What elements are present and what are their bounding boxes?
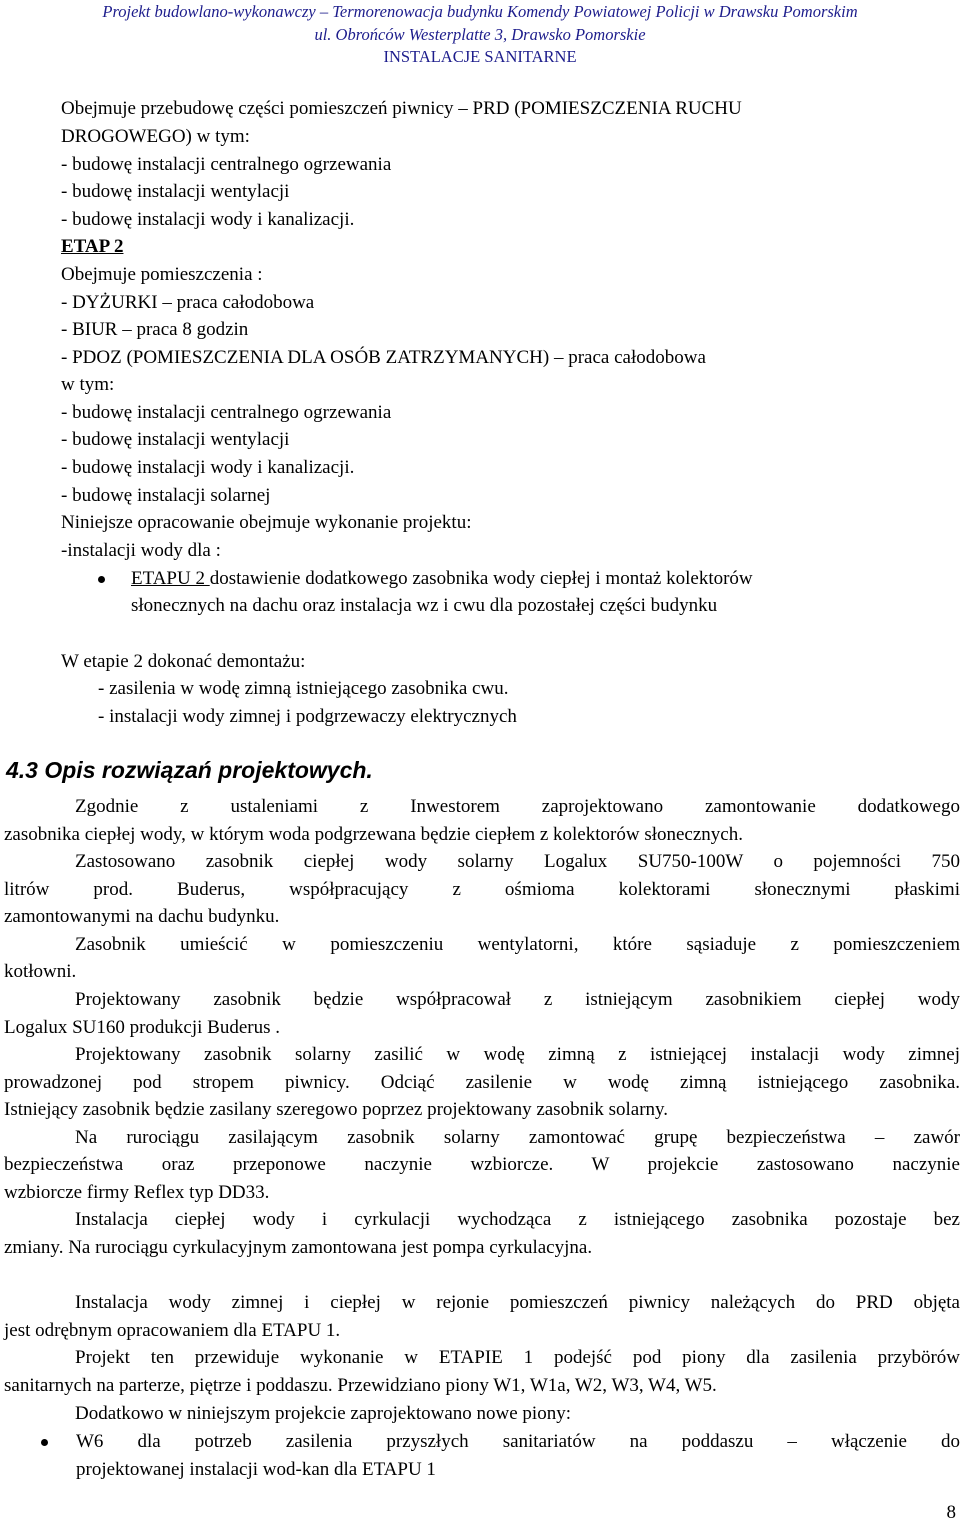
paragraph-line: sanitarnych na parterze, piętrze i poddaszu. Przewidziano piony W1, W1a, W2, W3, W4, W5.: [4, 1375, 717, 1396]
etap2-line: - PDOZ (POMIESZCZENIA DLA OSÓB ZATRZYMANYCH) – praca całodobowa: [61, 347, 706, 368]
demontaz-item: - instalacji wody zimnej i podgrzewaczy elektrycznych: [98, 706, 517, 727]
bullet-item-etap2: [131, 565, 753, 593]
paragraph-line: Logalux SU160 produkcji Buderus .: [4, 1017, 281, 1038]
etap2-title: ETAP 2: [61, 236, 124, 257]
etap1-line: - budowę instalacji wody i kanalizacji.: [61, 209, 355, 230]
etap1-line: DROGOWEGO) w tym:: [61, 126, 250, 147]
paragraph-line: zamontowanymi na dachu budynku.: [4, 906, 280, 927]
demontaz-title: W etapie 2 dokonać demontażu:: [61, 651, 306, 672]
paragraph-line: kotłowni.: [4, 961, 77, 982]
paragraph-line: Projekt ten przewiduje wykonanie w ETAPIE 1 podejść pod piony dla zasilenia przybörów: [75, 1347, 960, 1368]
etap2-line: Niniejsze opracowanie obejmuje wykonanie projektu:: [61, 512, 472, 533]
header-address: ul. Obrońców Westerplatte 3, Drawsko Pomorskie: [314, 25, 646, 44]
demontaz-item: - zasilenia w wodę zimną istniejącego zasobnika cwu.: [98, 678, 509, 699]
paragraph-line: Instalacja wody zimnej i ciepłej w rejonie pomieszczeń piwnicy należących do PRD objęta: [75, 1292, 960, 1313]
bullet-text: dostawienie dodatkowego zasobnika wody ciepłej i montaż kolektorów: [209, 568, 753, 589]
etap2-line: - BIUR – praca 8 godzin: [61, 319, 249, 340]
etap2-line: - budowę instalacji solarnej: [61, 485, 271, 506]
etap1-line: Obejmuje przebudowę części pomieszczeń piwnicy – PRD (POMIESZCZENIA RUCHU: [61, 98, 742, 119]
etap2-line: Obejmuje pomieszczenia :: [61, 264, 263, 285]
bullet-item-w6: W6 dla potrzeb zasilenia przyszłych sanitariatów na poddaszu – włączenie do: [76, 1431, 960, 1452]
paragraph-line: zasobnika ciepłej wody, w którym woda podgrzewana będzie ciepłem z kolektorów słonecznych.: [4, 824, 743, 845]
paragraph-line: prowadzonej pod stropem piwnicy. Odciąć zasilenie w wodę zimną istniejącego zasobnika.: [4, 1072, 960, 1093]
etap2-line: w tym:: [61, 374, 115, 395]
paragraph-line: Istniejący zasobnik będzie zasilany szeregowo poprzez projektowany zasobnik solarny.: [4, 1099, 669, 1120]
paragraph-line: Instalacja ciepłej wody i cyrkulacji wychodząca z istniejącego zasobnika pozostaje bez: [75, 1209, 960, 1230]
paragraph-line: Zastosowano zasobnik ciepłej wody solarny Logalux SU750-100W o pojemności 750: [75, 851, 960, 872]
etap2-line: - budowę instalacji wentylacji: [61, 429, 290, 450]
etap1-line: - budowę instalacji wentylacji: [61, 181, 290, 202]
section-heading: 4.3 Opis rozwiązań projektowych.: [6, 757, 373, 783]
paragraph-line: Zasobnik umieścić w pomieszczeniu wentylatorni, które sąsiaduje z pomieszczeniem: [75, 934, 960, 955]
paragraph-line: zmiany. Na rurociągu cyrkulacyjnym zamontowana jest pompa cyrkulacyjna.: [4, 1237, 593, 1258]
page-number: 8: [946, 1502, 956, 1523]
etap2-line: - DYŻURKI – praca całodobowa: [61, 292, 315, 313]
bullet-label: ETAPU 2: [131, 568, 210, 589]
paragraph-line: Zgodnie z ustaleniami z Inwestorem zaprojektowano zamontowanie dodatkowego: [75, 796, 960, 817]
etap2-line: - budowę instalacji centralnego ogrzewania: [61, 402, 392, 423]
etap2-line: - budowę instalacji wody i kanalizacji.: [61, 457, 355, 478]
etap1-line: - budowę instalacji centralnego ogrzewania: [61, 154, 392, 175]
bullet-icon: [41, 1439, 48, 1446]
paragraph-line: Projektowany zasobnik solarny zasilić w wodę zimną z istniejącej instalacji wody zimnej: [75, 1044, 960, 1065]
bullet-text-cont: słonecznych na dachu oraz instalacja wz i cwu dla pozostałej części budynku: [131, 595, 718, 616]
paragraph-line: bezpieczeństwa oraz przeponowe naczynie wzbiorcze. W projekcie zastosowano naczynie: [4, 1154, 960, 1175]
paragraph-line: Dodatkowo w niniejszym projekcie zaprojektowano nowe piony:: [75, 1403, 571, 1424]
bullet-icon: [98, 576, 105, 583]
paragraph-line: litrów prod. Buderus, współpracujący z ośmioma kolektorami słonecznymi płaskimi: [4, 879, 960, 900]
paragraph-line: jest odrębnym opracowaniem dla ETAPU 1.: [4, 1320, 341, 1341]
etap2-line: -instalacji wody dla :: [61, 540, 221, 561]
paragraph-line: Projektowany zasobnik będzie współpracował z istniejącym zasobnikiem ciepłej wody: [75, 989, 960, 1010]
paragraph-line: Na rurociągu zasilającym zasobnik solarny zamontować grupę bezpieczeństwa – zawór: [75, 1127, 960, 1148]
bullet-text-cont: projektowanej instalacji wod-kan dla ETAPU 1: [76, 1459, 436, 1480]
paragraph-line: wzbiorcze firmy Reflex typ DD33.: [4, 1182, 270, 1203]
header-section: INSTALACJE SANITARNE: [383, 47, 577, 66]
header-project-title: Projekt budowlano-wykonawczy – Termorenowacja budynku Komendy Powiatowej Policji w Drawsku Pomorskim: [102, 2, 858, 21]
